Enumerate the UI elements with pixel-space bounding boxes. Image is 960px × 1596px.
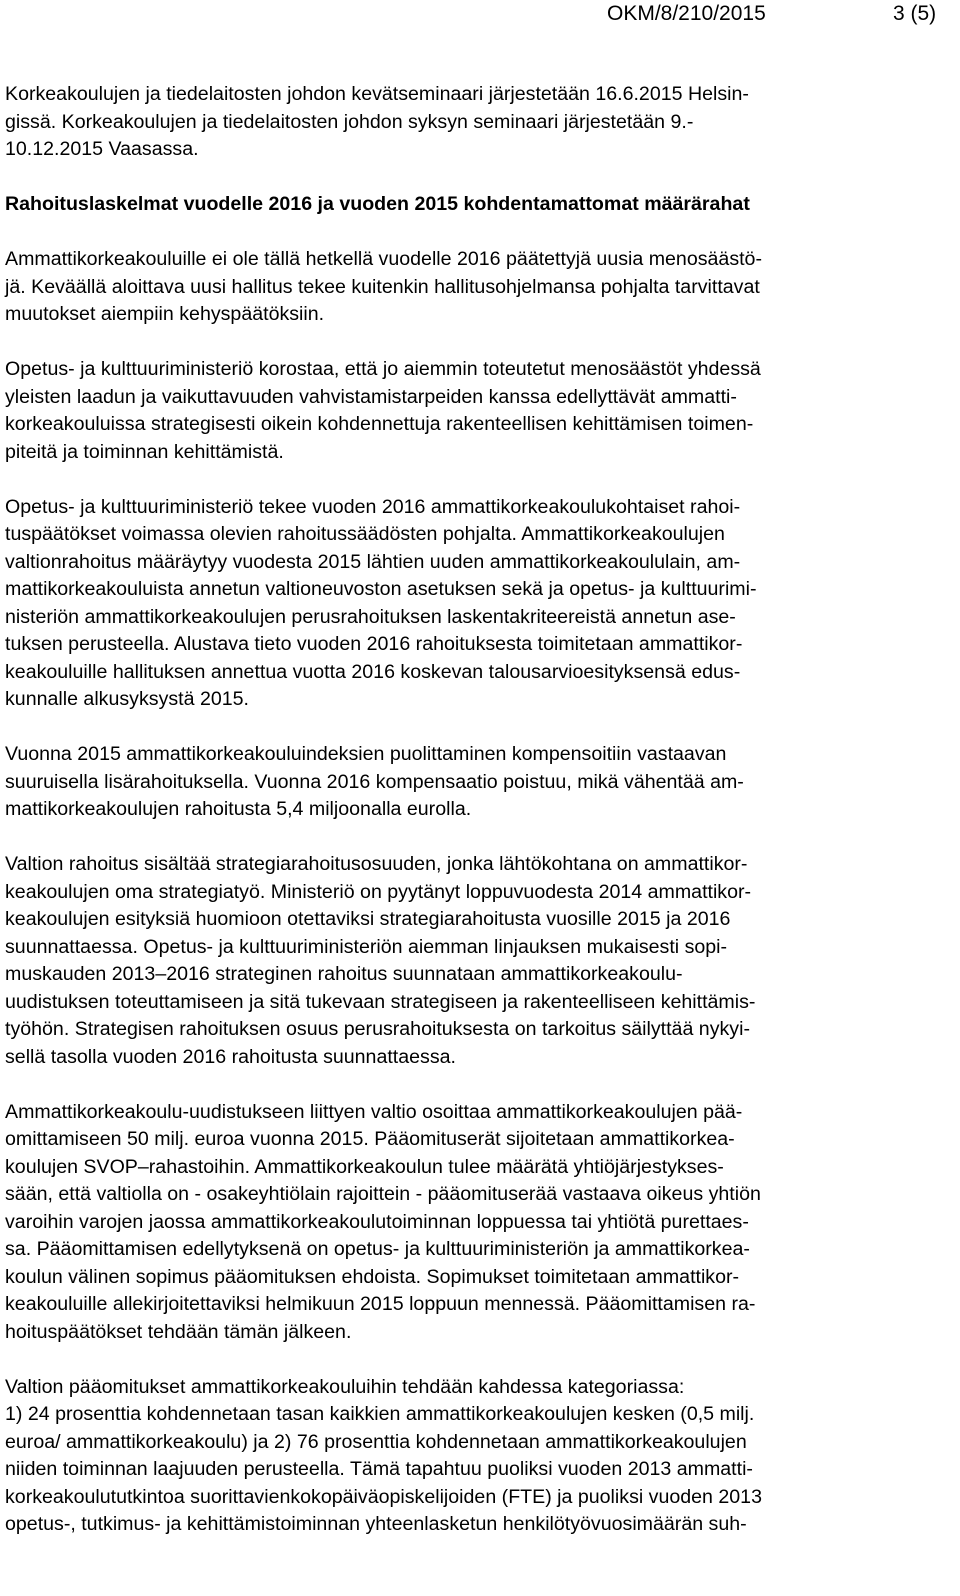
- page-header: [0, 0, 960, 28]
- text-line: suunnattaessa. Opetus- ja kulttuuriministeriön aiemman linjauksen mukaisesti sopi-: [5, 935, 728, 958]
- paragraph-ministry-emphasis: [5, 356, 955, 466]
- text-line: uudistuksen toteuttamiseen ja sitä tukevaan strategiseen ja rakenteelliseen kehittämis-: [5, 990, 756, 1013]
- text-line: keakouluille hallituksen annettua vuotta 2016 koskevan talousarvioesityksensä edus-: [5, 660, 741, 683]
- text-line: suuruisella lisärahoituksella. Vuonna 2016 kompensaatio poistuu, mikä vähentää am-: [5, 770, 744, 793]
- document-reference: OKM/8/210/2015: [607, 2, 766, 25]
- text-line: keakoulujen oma strategiatyö. Ministeriö on pyytänyt loppuvuodesta 2014 ammattikor-: [5, 880, 752, 903]
- text-line: sään, että valtiolla on - osakeyhtiölain rajoittein - pääomituserää vastaava oikeus yhtiön: [5, 1183, 761, 1205]
- paragraph-savings: [5, 246, 955, 329]
- text-line: yleisten laadun ja vaikuttavuuden vahvistamistarpeiden kanssa edellyttävät ammatti-: [5, 385, 737, 408]
- text-line: jä. Keväällä aloittava uusi hallitus tekee kuitenkin hallitusohjelmansa pohjalta tarvittavat: [5, 275, 760, 298]
- paragraph-capitalisation-categories: [5, 1374, 955, 1539]
- text-line: piteitä ja toiminnan kehittämistä.: [5, 440, 284, 463]
- text-line: niiden toiminnan laajuuden perusteella. Tämä tapahtuu puoliksi vuoden 2013 ammatti-: [5, 1458, 753, 1480]
- paragraph-seminars: [5, 81, 955, 164]
- text-line: hoituspäätökset tehdään tämän jälkeen.: [5, 1320, 352, 1343]
- text-line: Opetus- ja kulttuuriministeriö korostaa, että jo aiemmin toteutetut menosäästöt yhdessä: [5, 358, 761, 380]
- paragraph-strategy-funding: [5, 851, 955, 1071]
- section-heading: Rahoituslaskelmat vuodelle 2016 ja vuoden 2015 kohdentamattomat määrärahat: [5, 193, 750, 215]
- paragraph-index-compensation: [5, 741, 955, 824]
- document-body: [5, 81, 955, 1539]
- text-line: euroa/ ammattikorkeakoulu) ja 2) 76 prosenttia kohdennetaan ammattikorkeakoulujen: [5, 1430, 747, 1453]
- text-line: keakouluille allekirjoitettaviksi helmikuun 2015 loppuun mennessä. Pääomittamisen ra-: [5, 1293, 756, 1315]
- text-line: tuksen perusteella. Alustava tieto vuoden 2016 rahoituksesta toimitetaan ammattikor-: [5, 633, 743, 655]
- text-line: Ammattikorkeakoulu-uudistukseen liittyen valtio osoittaa ammattikorkeakoulujen pää-: [5, 1100, 743, 1123]
- text-line: nisteriön ammattikorkeakoulujen perusrahoituksen laskentakriteereistä annetun ase-: [5, 605, 736, 628]
- text-line: 10.12.2015 Vaasassa.: [5, 138, 199, 160]
- text-line: omittamiseen 50 milj. euroa vuonna 2015. Pääomituserät sijoitetaan ammattikorkea-: [5, 1128, 735, 1150]
- text-line: Vuonna 2015 ammattikorkeakouluindeksien puolittaminen kompensoitiin vastaavan: [5, 743, 727, 765]
- text-line: gissä. Korkeakoulujen ja tiedelaitosten johdon syksyn seminaari järjestetään 9.-: [5, 110, 694, 133]
- text-line: koulujen SVOP–rahastoihin. Ammattikorkeakoulun tulee määrätä yhtiöjärjestykses-: [5, 1155, 724, 1178]
- text-line: Valtion pääomitukset ammattikorkeakouluihin tehdään kahdessa kategoriassa:: [5, 1375, 685, 1398]
- text-line: Ammattikorkeakouluille ei ole tällä hetkellä vuodelle 2016 päätettyjä uusia menosäästö-: [5, 248, 762, 270]
- text-line: Valtion rahoitus sisältää strategiarahoitusosuuden, jonka lähtökohtana on ammattikor-: [5, 853, 748, 875]
- text-line: koulun välinen sopimus pääomituksen ehdoista. Sopimukset toimitetaan ammattikor-: [5, 1265, 740, 1288]
- text-line: tuspäätökset voimassa olevien rahoitussäädösten pohjalta. Ammattikorkeakoulujen: [5, 523, 725, 545]
- text-line: Korkeakoulujen ja tiedelaitosten johdon kevätseminaari järjestetään 16.6.2015 Helsin-: [5, 83, 749, 105]
- text-line: mattikorkeakouluista annetun valtioneuvoston asetuksen sekä ja opetus- ja kulttuurimi-: [5, 578, 757, 600]
- paragraph-funding-decisions: [5, 494, 955, 714]
- text-line: muutokset aiempiin kehyspäätöksiin.: [5, 303, 325, 325]
- text-line: korkeakouluissa strategisesti oikein kohdennettuja rakenteellisen kehittämisen toimen-: [5, 413, 754, 435]
- text-line: valtionrahoitus määräytyy vuodesta 2015 lähtien uuden ammattikorkeakoululain, am-: [5, 550, 741, 573]
- text-line: varoihin varojen jaossa ammattikorkeakoulutoiminnan loppuessa tai yhtiötä purettaes-: [5, 1210, 749, 1233]
- text-line: kunnalle alkusyksystä 2015.: [5, 688, 249, 710]
- paragraph-capitalisation: [5, 1099, 955, 1347]
- text-line: opetus-, tutkimus- ja kehittämistoiminnan yhteenlasketun henkilötyövuosimäärän suh-: [5, 1513, 747, 1535]
- text-line: mattikorkeakoulujen rahoitusta 5,4 miljoonalla eurolla.: [5, 798, 472, 820]
- page-number: 3 (5): [893, 2, 937, 25]
- text-line: sa. Pääomittamisen edellytyksenä on opetus- ja kulttuuriministeriön ja ammattikorkea-: [5, 1238, 750, 1260]
- text-line: sellä tasolla vuoden 2016 rahoitusta suunnattaessa.: [5, 1045, 456, 1068]
- text-line: muskauden 2013–2016 strateginen rahoitus suunnataan ammattikorkeakoulu-: [5, 963, 683, 985]
- text-line: korkeakoulututkintoa suorittavienkokopäiväopiskelijoiden (FTE) ja puoliksi vuoden 2013: [5, 1485, 762, 1508]
- text-line: Opetus- ja kulttuuriministeriö tekee vuoden 2016 ammattikorkeakoulukohtaiset rahoi-: [5, 495, 741, 518]
- text-line: työhön. Strategisen rahoituksen osuus perusrahoituksesta on tarkoitus säilyttää nykyi-: [5, 1018, 750, 1040]
- text-line: keakoulujen esityksiä huomioon otettaviksi strategiarahoitusta vuosille 2015 ja 2016: [5, 908, 731, 930]
- text-line: 1) 24 prosenttia kohdennetaan tasan kaikkien ammattikorkeakoulujen kesken (0,5 milj.: [5, 1403, 755, 1425]
